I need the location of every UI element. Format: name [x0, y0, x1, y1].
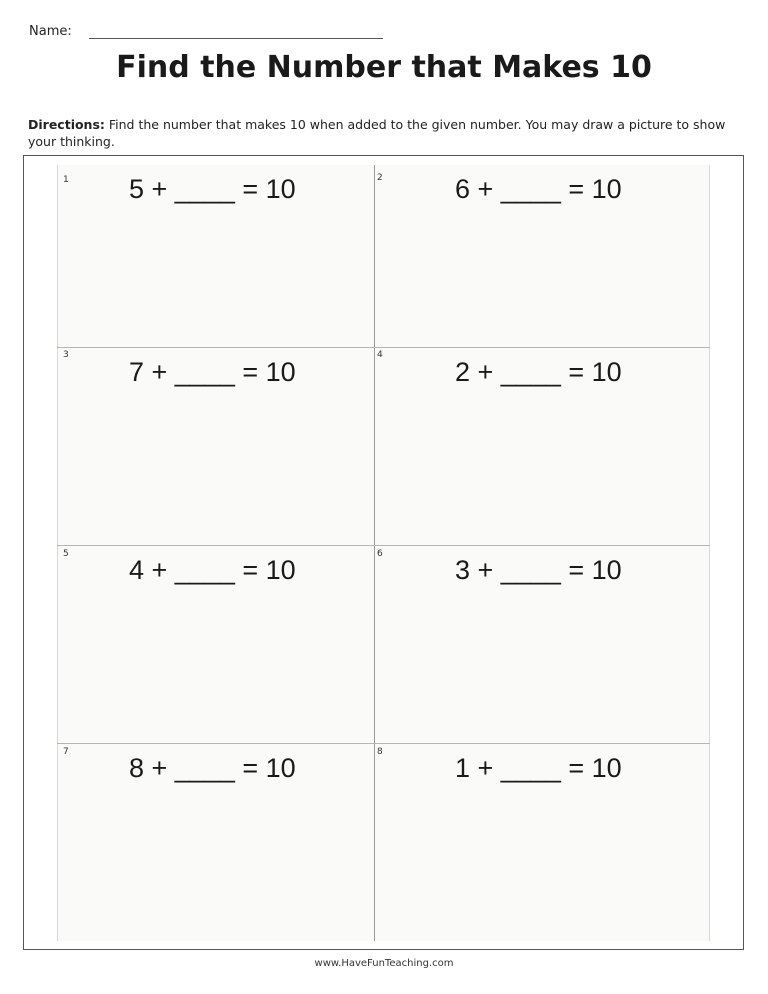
problem-cell[interactable] [375, 546, 692, 743]
problem-cell[interactable] [375, 744, 692, 941]
problem-number: 1 [63, 175, 69, 185]
name-label: Name: [29, 24, 72, 39]
problem-cell[interactable] [57, 546, 374, 743]
directions-label: Directions: [28, 117, 105, 132]
problem-equation: 6 + ____ = 10 [455, 174, 622, 204]
problem-cell[interactable] [57, 348, 374, 545]
directions-text: Find the number that makes 10 when added to the given number. You may draw a picture to show your thinking. [28, 117, 726, 149]
problem-number: 3 [63, 350, 69, 360]
problem-cell[interactable] [57, 744, 374, 941]
problem-equation: 2 + ____ = 10 [455, 357, 622, 387]
directions [28, 116, 748, 150]
problem-equation: 5 + ____ = 10 [129, 174, 296, 204]
problem-equation: 7 + ____ = 10 [129, 357, 296, 387]
footer-website: www.HaveFunTeaching.com [314, 958, 454, 969]
problem-number: 6 [377, 549, 383, 559]
name-field-line[interactable] [89, 38, 383, 39]
problem-equation: 3 + ____ = 10 [455, 555, 622, 585]
problem-number: 2 [377, 173, 383, 183]
problem-cell[interactable] [375, 165, 692, 347]
problem-equation: 4 + ____ = 10 [129, 555, 296, 585]
page-title: Find the Number that Makes 10 [116, 50, 652, 85]
problem-number: 7 [63, 747, 69, 757]
problem-number: 5 [63, 549, 69, 559]
problem-cell[interactable] [57, 165, 374, 347]
problem-equation: 1 + ____ = 10 [455, 753, 622, 783]
problem-equation: 8 + ____ = 10 [129, 753, 296, 783]
problem-cell[interactable] [375, 348, 692, 545]
grid-right-edge [709, 165, 710, 941]
problem-number: 4 [377, 350, 383, 360]
problem-number: 8 [377, 747, 383, 757]
